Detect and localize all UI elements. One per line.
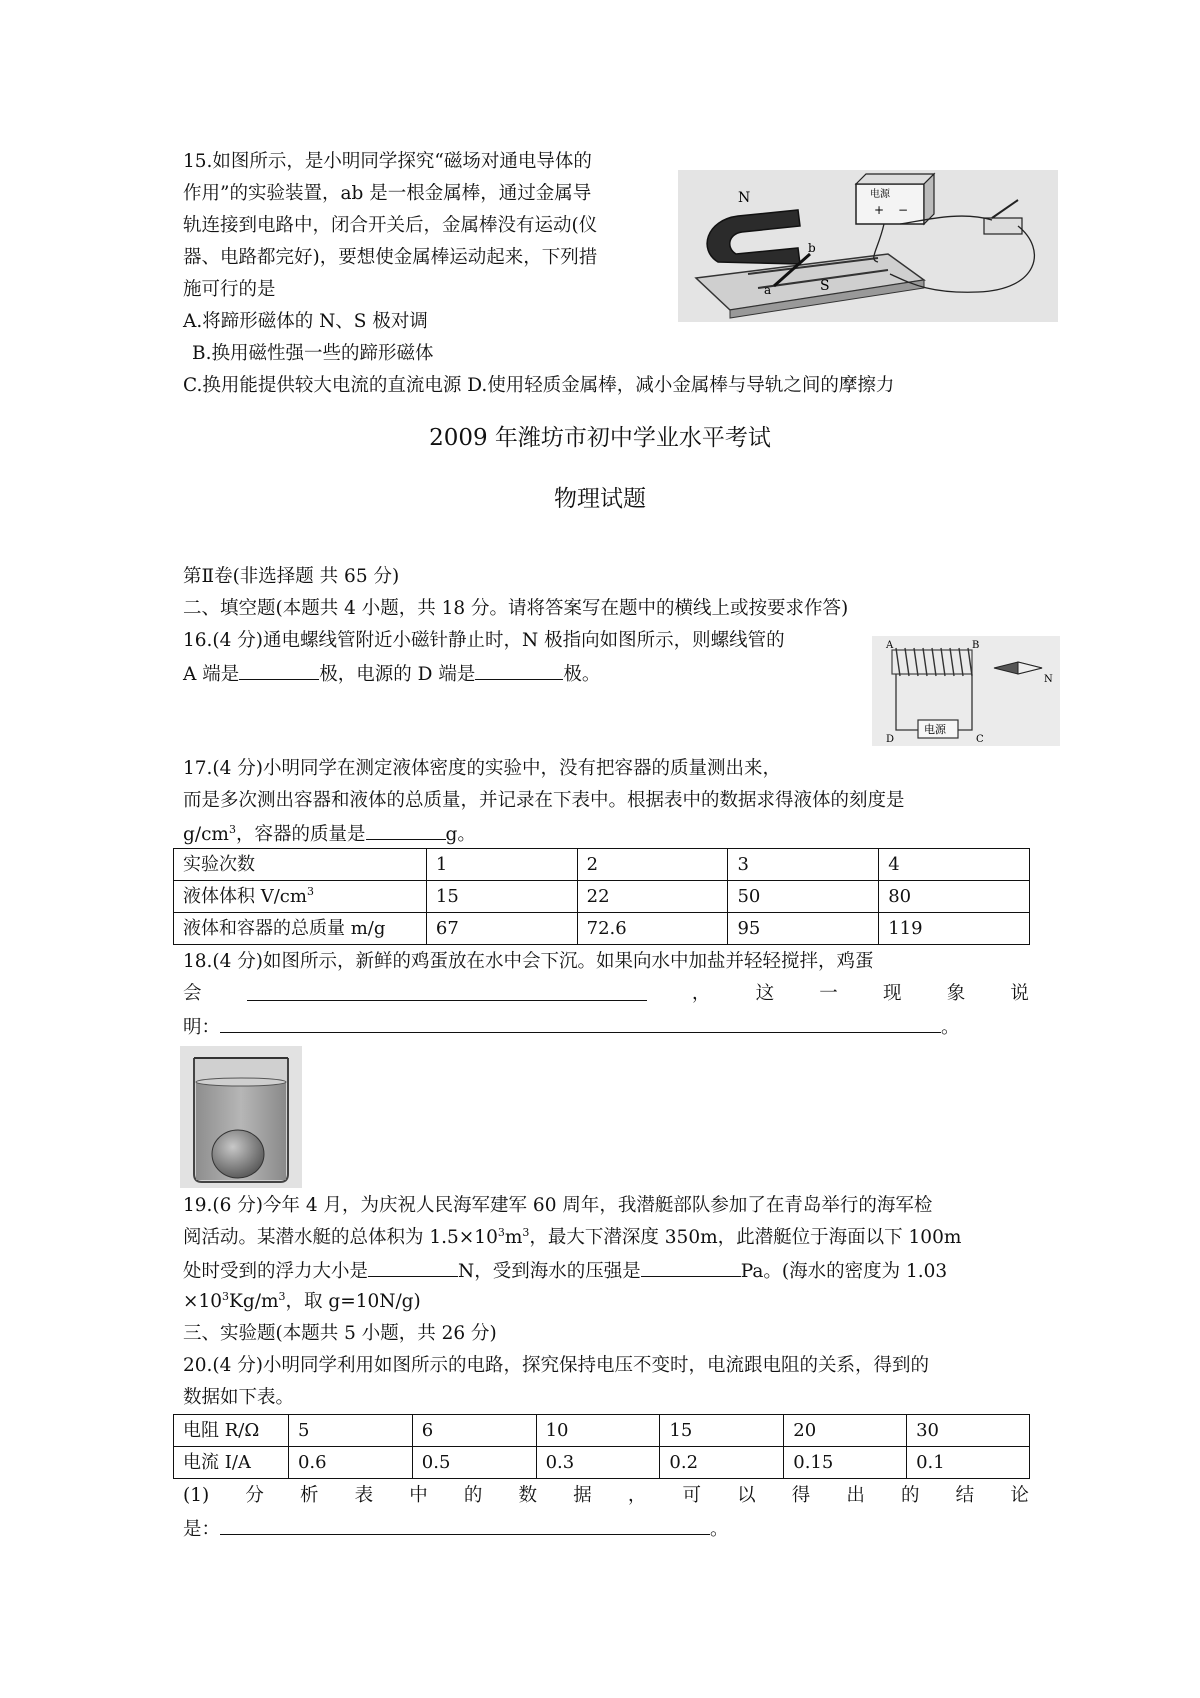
q17-mass-2: 72.6 [577,913,728,945]
q20-line-1: 20.(4 分)小明同学利用如图所示的电路，探究保持电压不变时，电流跟电阻的关系，得到的 [183,1355,930,1376]
q19-line-4-sup-1: 3 [222,1290,230,1303]
q19-line-2-text-b: m [504,1227,523,1248]
q17-blank-container-mass[interactable] [366,821,446,840]
q16-line-2 [183,661,600,687]
q17-line-2: 而是多次测出容器和液体的总质量，并记录在下表中。根据表中的数据求得液体的刻度是 [183,790,905,811]
q19-line-4-text-b: Kg/m [229,1291,279,1312]
q20-current-label: 电流 I/A [174,1447,289,1479]
q20-part1-word: (1) [183,1485,210,1506]
q15-apparatus-figure [678,170,1058,322]
q17-unit-sup: 3 [228,823,236,836]
q19-line-3 [183,1258,947,1284]
q17-header-1: 1 [426,849,577,881]
q15-line-2: 作用”的实验装置，ab 是一根金属棒，通过金属导 [183,183,592,204]
q18-line-1: 18.(4 分)如图所示，新鲜的鸡蛋放在水中会下沉。如果向水中加盐并轻轻搅拌，鸡蛋 [183,951,874,972]
q15-label-minus: − [898,203,909,217]
q20-resistance-3: 10 [536,1415,660,1447]
q17-volume-label-sup: 3 [306,885,314,898]
experiment-heading: 三、实验题(本题共 5 小题，共 26 分) [183,1323,497,1344]
q20-part1-word: 表 [354,1485,374,1506]
q19-line-1: 19.(6 分)今年 4 月，为庆祝人民海军建军 60 周年，我潜艇部队参加了在青岛举行的海军检 [183,1195,933,1216]
q19-line-4-text-a: ×10 [183,1291,223,1312]
q20-part1-word: 结 [955,1485,975,1506]
q17-volume-label-text: 液体体积 V/cm [183,886,307,907]
q19-line-2-sup-2: 3 [522,1226,530,1239]
q16-blank-a-pole[interactable] [239,661,319,680]
q20-resistance-2: 6 [412,1415,536,1447]
q20-resistance-5: 20 [784,1415,907,1447]
q15-option-cd: C.换用能提供较大电流的直流电源 D.使用轻质金属棒，减小金属棒与导轨之间的摩擦力 [183,375,895,396]
q15-option-b: B.换用磁性强一些的蹄形磁体 [192,343,434,364]
q20-part1-line-1 [183,1484,1029,1508]
q18-word-3: 这 [755,983,775,1004]
q18-word-2: ， [691,983,711,1004]
q20-part1-word: 的 [463,1485,483,1506]
q20-current-5: 0.15 [784,1447,907,1479]
q20-part1-word: 以 [737,1485,756,1506]
q18-word-1: 会 [183,983,202,1004]
table-row [174,849,1030,881]
q17-header-3: 3 [728,849,879,881]
q17-header-4: 4 [879,849,1030,881]
q18-line-2 [183,982,1029,1006]
q19-line-3-text-b: N，受到海水的压强是 [458,1261,641,1282]
q20-current-4: 0.2 [660,1447,784,1479]
q20-part1-word: 中 [409,1485,428,1506]
q16-text-3: 极。 [563,664,601,685]
q19-blank-pressure[interactable] [641,1258,741,1277]
q19-line-2 [183,1226,961,1250]
q17-volume-3: 50 [728,881,879,913]
q17-unit: g/cm [183,824,229,845]
q19-line-2-sup-1: 3 [497,1226,505,1239]
q15-line-5: 施可行的是 [183,279,276,300]
q20-resistance-4: 15 [660,1415,784,1447]
q20-part1-word: 出 [846,1485,865,1506]
table-row [174,913,1030,945]
q15-option-a: A.将蹄形磁体的 N、S 极对调 [183,311,428,332]
q17-volume-2: 22 [577,881,728,913]
volume-heading: 第Ⅱ卷(非选择题 共 65 分) [183,566,400,587]
q20-current-2: 0.5 [412,1447,536,1479]
q19-line-3-text-c: Pa。(海水的密度为 1.03 [740,1261,948,1282]
q15-label-b: b [808,241,816,255]
q17-mass-label: 液体和容器的总质量 m/g [174,913,427,945]
q16-solenoid-figure [872,636,1060,746]
q18-word-7: 说 [1010,983,1029,1004]
q16-label-power: 电源 [924,723,946,736]
q19-line-3-text-a: 处时受到的浮力大小是 [183,1261,369,1282]
q16-text-2: 极，电源的 D 端是 [319,664,476,685]
q17-mass-4: 119 [879,913,1030,945]
q17-header-2: 2 [577,849,728,881]
q16-text-1: A 端是 [183,664,240,685]
q16-label-n: N [1044,674,1053,685]
q19-line-2-text-a: 阅活动。某潜水艇的总体积为 1.5×10 [183,1227,498,1248]
q19-line-2-text-c: ，最大下潜深度 350m，此潜艇位于海面以下 100m [529,1227,962,1248]
q20-part1-word: 得 [791,1485,811,1506]
q20-current-1: 0.6 [288,1447,412,1479]
q17-text-end: g。 [445,824,476,845]
q15-line-4: 器、电路都完好)，要想使金属棒运动起来，下列措 [183,247,598,268]
q15-label-n: N [738,190,751,206]
q17-line-3 [183,821,476,847]
q20-line-2: 数据如下表。 [183,1387,295,1408]
q18-beaker-egg-figure [180,1046,302,1188]
q19-line-4-sup-2: 3 [278,1290,286,1303]
q20-part1-word: 分 [245,1485,264,1506]
q15-line-3: 轨连接到电路中，闭合开关后，金属棒没有运动(仪 [183,215,598,236]
q16-line-1: 16.(4 分)通电螺线管附近小磁针静止时，N 极指向如图所示，则螺线管的 [183,630,785,651]
q16-label-c: C [976,734,984,745]
q20-text-start: 是： [183,1519,221,1540]
q18-text-end: 。 [941,1017,960,1038]
q18-word-5: 现 [883,983,902,1004]
exam-subtitle: 物理试题 [554,486,646,512]
table-row [174,1447,1030,1479]
q17-data-table [173,848,1030,945]
q17-volume-label [174,881,427,913]
q16-label-a: A [886,640,894,651]
table-row [174,1415,1030,1447]
q20-text-end: 。 [710,1519,729,1540]
q18-word-4: 一 [819,983,838,1004]
q18-line-3 [183,1014,960,1040]
q20-blank-conclusion[interactable] [220,1516,710,1535]
q18-blank-explanation[interactable] [220,1014,941,1033]
q17-volume-4: 80 [879,881,1030,913]
q20-part1-word: 论 [1010,1485,1029,1506]
exam-title: 2009 年潍坊市初中学业水平考试 [429,425,771,451]
q20-resistance-label: 电阻 R/Ω [174,1415,289,1447]
q19-line-4 [183,1290,421,1314]
q20-current-6: 0.1 [907,1447,1030,1479]
q18-blank-egg-behavior[interactable] [247,982,647,1001]
q15-label-power: 电源 [870,189,890,200]
q16-label-d: D [886,734,895,745]
q17-mass-3: 95 [728,913,879,945]
q20-part1-word: 可 [682,1485,701,1506]
q18-word-6: 象 [946,983,966,1004]
q20-resistance-6: 30 [907,1415,1030,1447]
q20-part1-word: 的 [901,1485,920,1506]
q15-label-plus: + [874,203,885,217]
q20-part1-word: 析 [299,1485,319,1506]
q20-part1-word: 据 [573,1485,592,1506]
q19-line-4-text-c: ，取 g=10N/g) [285,1291,421,1312]
q17-volume-1: 15 [426,881,577,913]
q20-part1-word: 数 [518,1485,538,1506]
q20-resistance-1: 5 [288,1415,412,1447]
q15-line-1: 15.如图所示，是小明同学探究“磁场对通电导体的 [183,151,592,172]
q16-blank-d-pole[interactable] [475,661,563,680]
q17-header-trial: 实验次数 [174,849,427,881]
q17-mass-1: 67 [426,913,577,945]
q17-line-1: 17.(4 分)小明同学在测定液体密度的实验中，没有把容器的质量测出来， [183,758,782,779]
q17-text-mid: ，容器的质量是 [235,824,366,845]
fill-blank-heading: 二、填空题(本题共 4 小题，共 18 分。请将答案写在题中的横线上或按要求作答) [183,598,849,619]
q18-text-start: 明： [183,1017,221,1038]
q15-label-a: a [764,283,772,297]
table-row [174,881,1030,913]
q19-blank-buoyancy[interactable] [368,1258,458,1277]
q20-part1-word: ， [627,1485,647,1506]
q20-data-table [173,1414,1030,1479]
q16-label-b: B [972,640,980,651]
q20-part1-line-2 [183,1516,729,1542]
q20-current-3: 0.3 [536,1447,660,1479]
q15-label-s: S [820,278,830,294]
